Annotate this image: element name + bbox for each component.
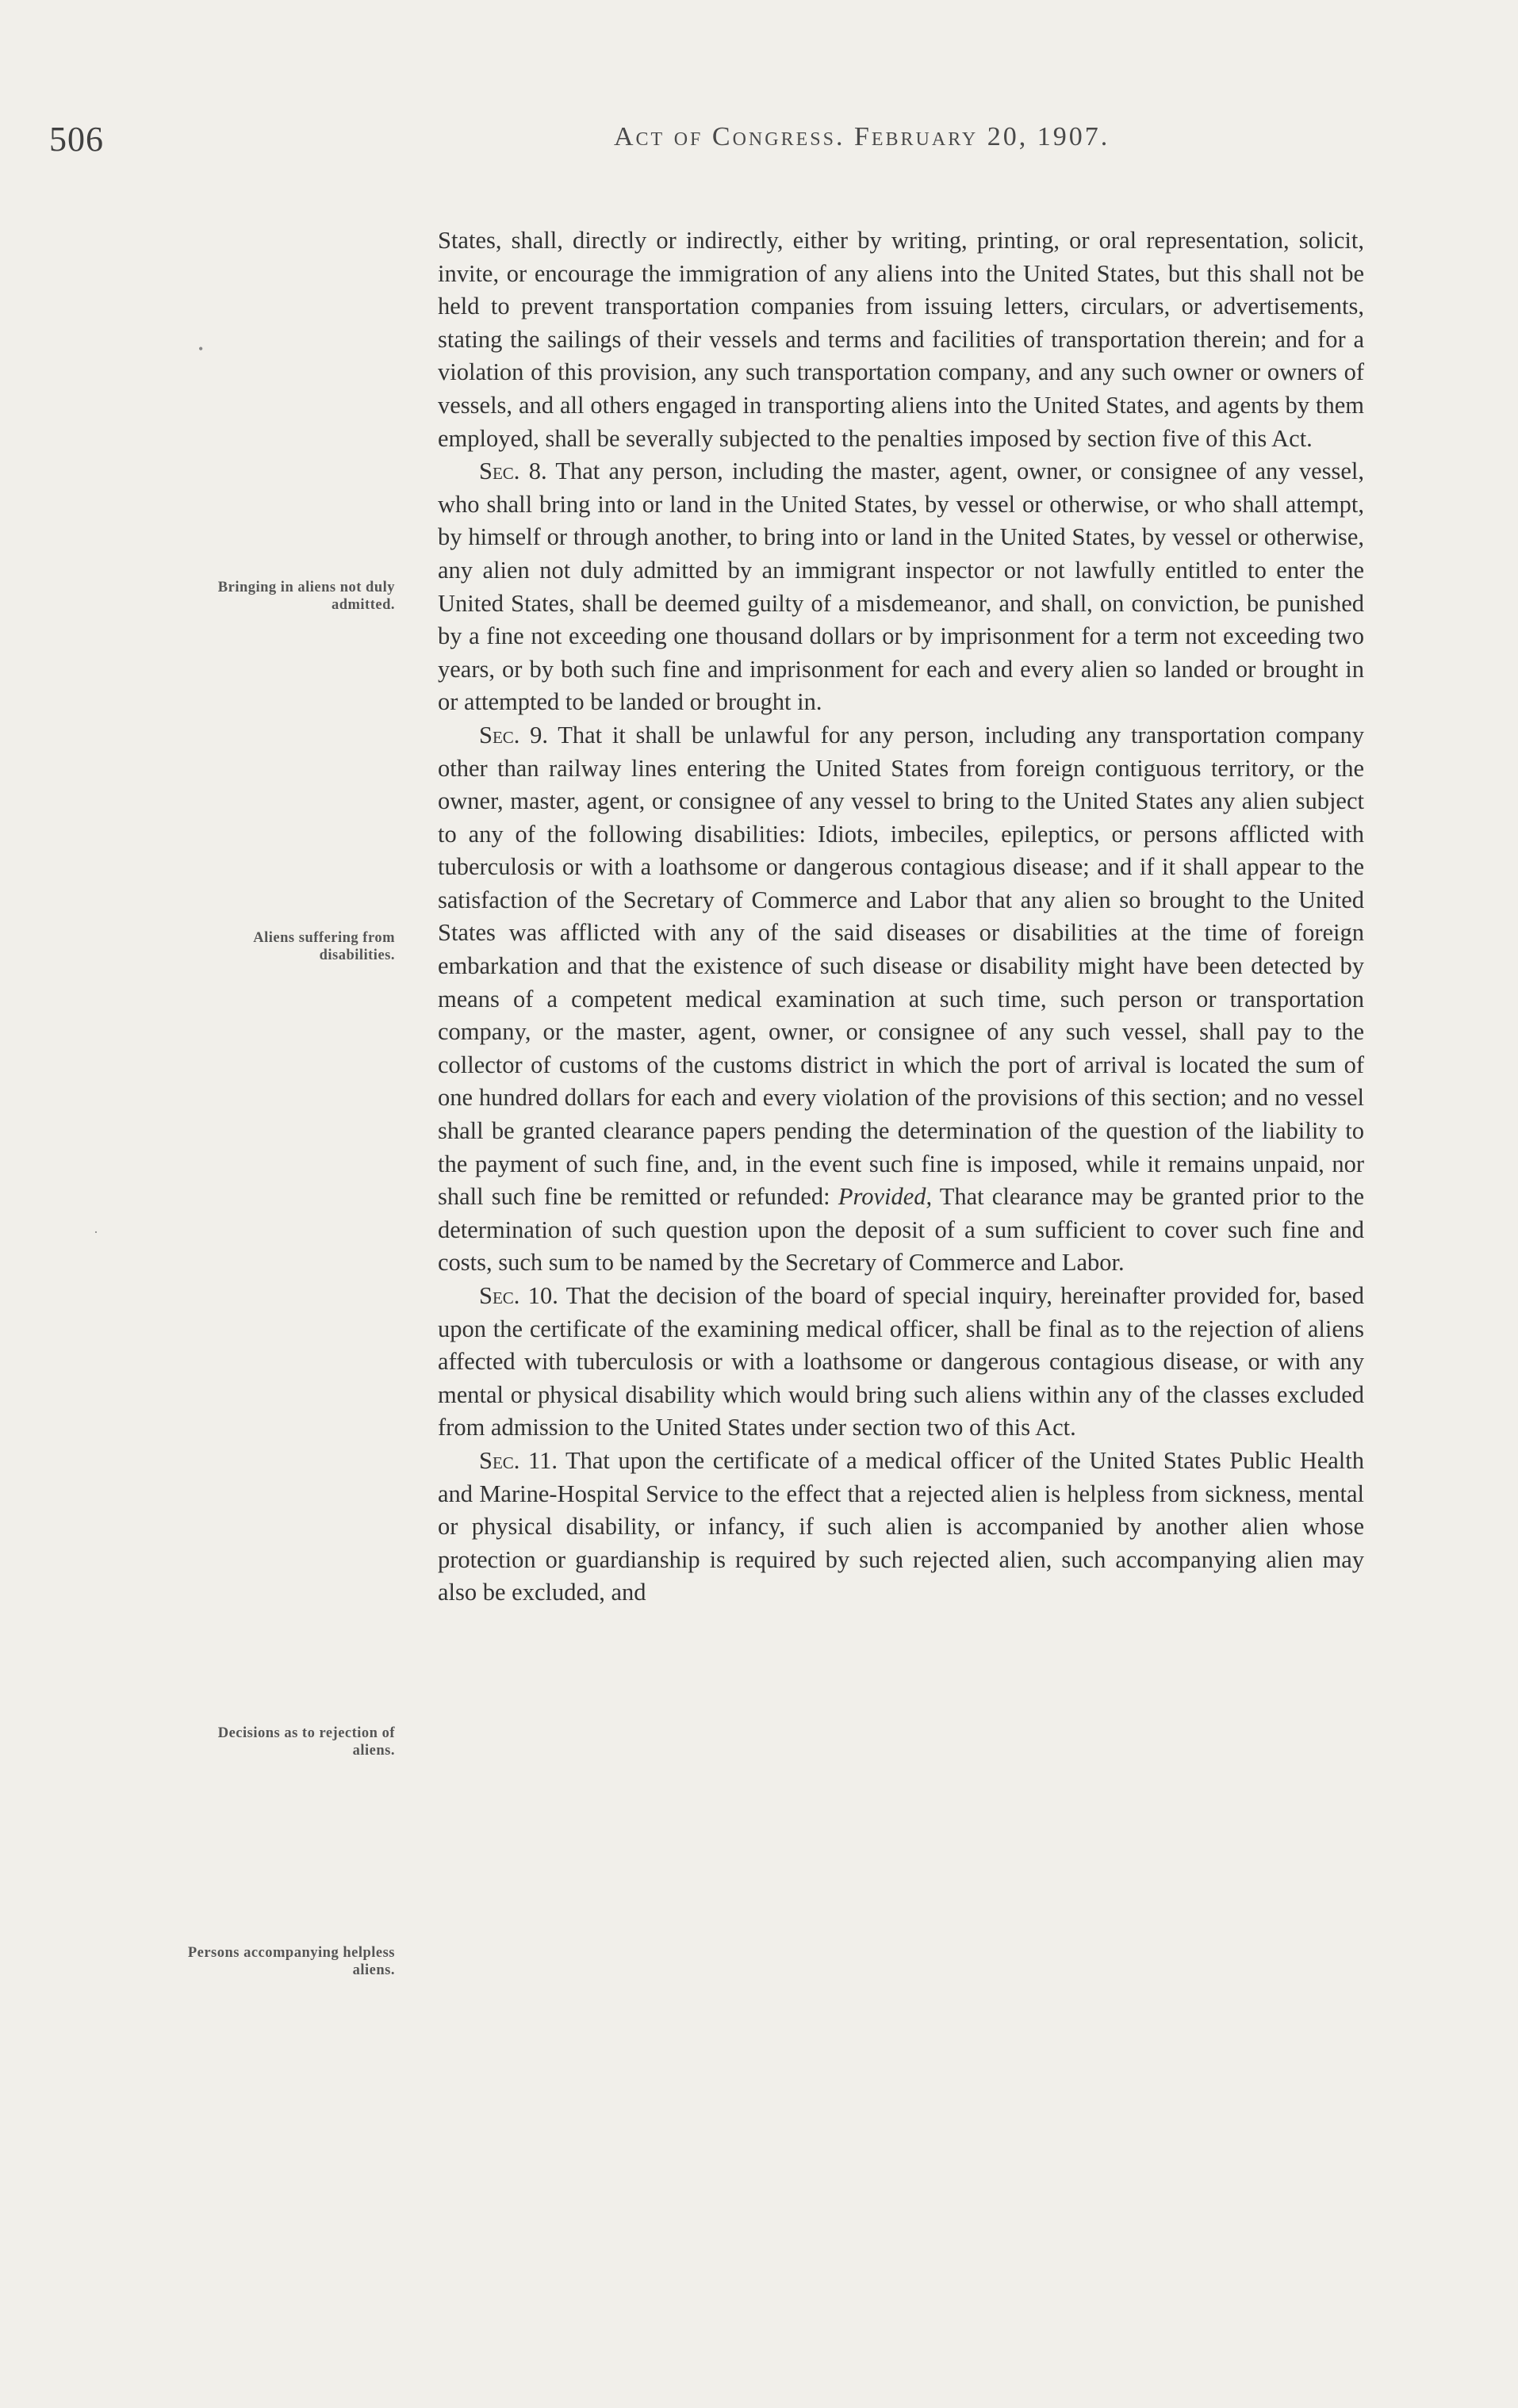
section-label: Sec. 11. <box>479 1446 558 1474</box>
scan-speck: • <box>198 341 204 357</box>
body-text <box>438 224 1364 1610</box>
section-10 <box>438 1280 1364 1445</box>
paragraph-text: That any person, including the master, agent, owner, or consignee of any vessel, who shall bring into or land in the United States, by vessel or otherwise, or who shall attempt, by himself or through another, to bring into or land in the United States, by vessel or otherwise, any alien not duly admitted by an immigrant inspector or not lawfully entitled to enter the United States, shall be deemed guilty of a misdemeanor, and shall, on conviction, be punished by a fine not exceeding one thousand dollars or by imprisonment for a term not exceeding two years, or by both such fine and imprisonment for each and every alien so landed or brought in or attempted to be landed or brought in. <box>438 457 1364 716</box>
section-label: Sec. 8. <box>479 457 547 485</box>
paragraph-continuation <box>438 224 1364 455</box>
margin-note-decisions-rejection: Decisions as to rejection of aliens. <box>217 1725 395 1759</box>
running-head: Act of Congress. February 20, 1907. <box>614 122 1110 151</box>
paragraph-text: States, shall, directly or indirectly, either by writing, printing, or oral representation, solicit, invite, or encourage the immigration of any aliens into the United States, but this shall not be held to prevent transportation companies from issuing letters, circulars, or advertisements, stating the sailings of their vessels and terms and facilities of transportation therein; and for a violation of this provision, any such transportation company, and any such owner or owners of vessels, and all others engaged in transporting aliens into the United States, and agents by them employed, shall be severally subjected to the penalties imposed by section five of this Act. <box>438 227 1364 452</box>
section-9 <box>438 719 1364 1280</box>
margin-note-aliens-disabilities: Aliens suffering from disabilities. <box>253 930 395 963</box>
paragraph-text: That the decision of the board of special inquiry, hereinafter provided for, based upon the certificate of the examining medical officer, shall be final as to the rejection of aliens affected with tuberculosis or with a loathsome or dangerous contagious disease, or with any mental or physical disability which would bring such aliens within any of the classes excluded from admission to the United States under section two of this Act. <box>438 1282 1364 1441</box>
margin-note-bringing-aliens: Bringing in aliens not duly admitted. <box>217 580 395 613</box>
margin-note-persons-accompanying: Persons accompanying helpless aliens. <box>187 1945 395 1978</box>
paragraph-text: That upon the certificate of a medical officer of the United States Public Health and Marine-Hospital Service to the effect that a rejected alien is helpless from sickness, mental or physical disability, or infancy, if such alien is accompanied by another alien whose protection or guardianship is required by such rejected alien, such accompanying alien may also be excluded, and <box>438 1446 1365 1606</box>
section-11 <box>438 1445 1364 1610</box>
paragraph-text: That it shall be unlawful for any person, including any transportation company other than railway lines entering the United States from foreign contiguous territory, or the owner, master, agent, or consignee of any vessel to bring to the United States any alien subject to any of the following disabilities: Idiots, imbeciles, epileptics, or persons afflicted with tuberculosis or with a loathsome or dangerous contagious disease; and if it shall appear to the satisfaction of the Secretary of Commerce and Labor that any alien so brought to the United States was afflicted with any of the said diseases or disabilities at the time of foreign embarkation and that the existence of such disease or disability might have been detected by means of a competent medical examination at such time, such person or transportation company, or the master, agent, owner, or consignee of any such vessel, shall pay to the collector of customs of the customs district in which the port of arrival is located the sum of one hundred dollars for each and every violation of the provisions of this section; and no vessel shall be granted clearance papers pending the determination of the question of the liability to the payment of such fine, and, in the event such fine is imposed, while it remains unpaid, nor shall such fine be remitted or refunded: <box>438 721 1364 1211</box>
proviso-word: Provided, <box>838 1183 933 1211</box>
paragraph-text: That clearance may be granted prior to the determination of such question upon the deposit of a sum sufficient to cover such fine and costs, such sum to be named by the Secretary of Commerce and Labor. <box>438 1183 1364 1277</box>
section-8 <box>438 455 1364 719</box>
section-label: Sec. 9. <box>479 721 549 748</box>
section-label: Sec. 10. <box>479 1282 558 1309</box>
scan-speck: · <box>94 1224 98 1240</box>
page-number: 506 <box>49 120 104 159</box>
